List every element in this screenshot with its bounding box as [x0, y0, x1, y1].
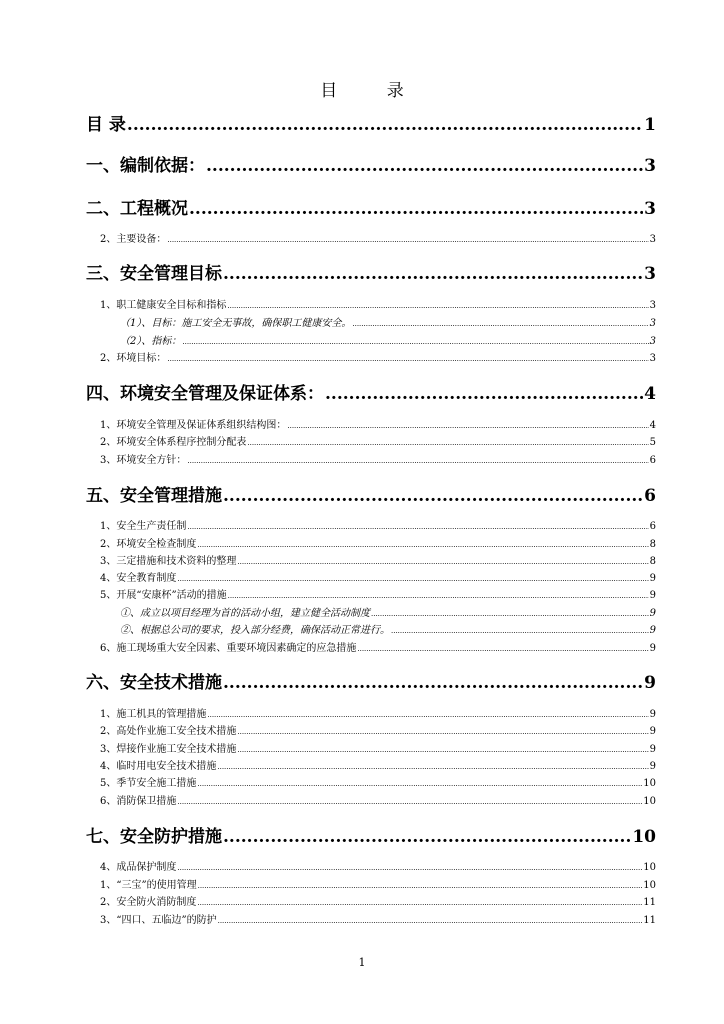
toc-entry[interactable] [100, 876, 656, 891]
toc-entry-label: 5、季节安全施工措施 [100, 778, 197, 789]
dot-leader [325, 384, 643, 404]
toc-entry-label: 4、安全教育制度 [100, 573, 177, 584]
toc-entry-label: 1、“三宝”的使用管理 [100, 880, 197, 891]
toc-entry-page: 3 [649, 318, 656, 329]
page-number: 1 [358, 956, 366, 969]
toc-entry-label: 三、安全管理目标 [86, 264, 222, 284]
dot-leader [127, 115, 643, 135]
toc-entry-page: 3 [649, 353, 656, 364]
toc-entry-page: 10 [643, 880, 656, 891]
toc-entry-label: ①、成立以项目经理为首的活动小组，建立健全活动制度 [120, 608, 370, 619]
dot-leader [197, 778, 642, 789]
toc-entry-page: 9 [649, 761, 656, 772]
toc-entry-page: 4 [644, 384, 656, 404]
dot-leader [182, 336, 648, 347]
toc-entry-label: 1、安全生产责任制 [100, 521, 187, 532]
dot-leader [177, 862, 642, 873]
toc-entry[interactable] [100, 705, 656, 720]
toc-entry-label: 一、编制依据： [86, 156, 205, 176]
toc-entry-page: 11 [643, 915, 656, 926]
dot-leader [198, 880, 643, 891]
dot-leader [207, 709, 648, 720]
dot-leader [237, 726, 648, 737]
dot-leader [177, 796, 642, 807]
toc-entry-label: 目 录 [86, 115, 126, 135]
toc-entry-label: 七、安全防护措施 [86, 827, 222, 847]
toc-entry[interactable] [86, 822, 656, 847]
toc-entry-page: 10 [643, 796, 656, 807]
toc-entry-label: 3、三定措施和技术资料的整理 [100, 556, 237, 567]
toc-entry-page: 9 [649, 625, 656, 636]
toc-entry[interactable] [120, 621, 656, 636]
toc-entry[interactable] [100, 893, 656, 908]
toc-entry-label: 3、环境安全方针： [100, 455, 187, 466]
dot-leader [228, 590, 649, 601]
toc-entry[interactable] [100, 586, 656, 601]
toc-entry-page: 9 [649, 744, 656, 755]
dot-leader [357, 643, 648, 654]
toc-entry-label: 1、施工机具的管理措施 [100, 709, 207, 720]
toc-entry-label: 4、临时用电安全技术措施 [100, 761, 217, 772]
toc-entry-page: 10 [643, 862, 656, 873]
dot-leader [247, 437, 648, 448]
toc-entry[interactable] [86, 668, 656, 693]
toc-entry-page: 9 [649, 573, 656, 584]
dot-leader [206, 156, 643, 176]
toc-entry[interactable] [100, 416, 656, 431]
toc-entry[interactable] [100, 740, 656, 755]
toc-entry-label: 六、安全技术措施 [86, 673, 222, 693]
toc-entry-page: 6 [644, 486, 656, 506]
toc-entry[interactable] [100, 433, 656, 448]
dot-leader [177, 573, 648, 584]
dot-leader [237, 556, 648, 567]
toc-entry[interactable] [100, 552, 656, 567]
toc-entry-page: 3 [649, 300, 656, 311]
dot-leader [223, 827, 631, 847]
toc-entry-label: 2、环境安全体系程序控制分配表 [100, 437, 247, 448]
dot-leader [223, 264, 643, 284]
toc-entry-page: 9 [649, 643, 656, 654]
toc-entry-label: 4、成品保护制度 [100, 862, 177, 873]
dot-leader [189, 199, 643, 219]
toc-entry-label: 四、环境安全管理及保证体系： [86, 384, 324, 404]
toc-entry[interactable] [100, 569, 656, 584]
toc-entry-label: 2、高处作业施工安全技术措施 [100, 726, 237, 737]
toc-entry[interactable] [120, 314, 656, 329]
dot-leader [218, 915, 643, 926]
toc-entry[interactable] [120, 332, 656, 347]
dot-leader [352, 318, 648, 329]
toc-entry-page: 9 [649, 709, 656, 720]
toc-entry-page: 8 [649, 556, 656, 567]
toc-entry-label: 3、“四口、五临边”的防护 [100, 915, 217, 926]
toc-entry-label: 2、安全防火消防制度 [100, 897, 197, 908]
toc-entry-page: 9 [649, 590, 656, 601]
toc-entry-label: （2）、指标： [120, 336, 182, 347]
toc-entry-label: ②、根据总公司的要求，投入部分经费，确保活动正常进行。 [120, 625, 390, 636]
toc-entry[interactable] [86, 379, 656, 404]
page-title: 目 录 [320, 81, 426, 101]
dot-leader [287, 420, 648, 431]
toc-entry-page: 3 [644, 199, 656, 219]
toc-entry[interactable] [86, 194, 656, 219]
toc-entry-page: 9 [649, 608, 656, 619]
toc-entry-label: 6、施工现场重大安全因素、重要环境因素确定的应急措施 [100, 643, 357, 654]
toc-entry-page: 10 [632, 827, 656, 847]
toc-entry[interactable] [100, 517, 656, 532]
toc-entry-page: 10 [643, 778, 656, 789]
toc-entry-page: 9 [649, 726, 656, 737]
toc-entry-page: 6 [649, 455, 656, 466]
toc-entry-label: 2、环境安全检查制度 [100, 539, 197, 550]
toc-entry-page: 11 [643, 897, 656, 908]
toc-entry[interactable] [100, 858, 656, 873]
toc-entry[interactable] [100, 349, 656, 364]
dot-leader [167, 353, 648, 364]
dot-leader [167, 234, 648, 245]
toc-entry-label: 6、消防保卫措施 [100, 796, 177, 807]
toc-entry[interactable] [100, 757, 656, 772]
toc-entry-page: 3 [649, 336, 656, 347]
dot-leader [187, 521, 648, 532]
toc-entry-page: 4 [649, 420, 656, 431]
dot-leader [391, 625, 649, 636]
toc-entry[interactable] [100, 230, 656, 245]
toc-entry-page: 5 [649, 437, 656, 448]
toc-entry-page: 8 [649, 539, 656, 550]
toc-entry-page: 3 [649, 234, 656, 245]
toc-entry-label: 3、焊接作业施工安全技术措施 [100, 744, 237, 755]
toc-entry[interactable] [100, 451, 656, 466]
dot-leader [371, 608, 649, 619]
toc-entry-page: 9 [644, 673, 656, 693]
toc-entry[interactable] [100, 774, 656, 789]
toc-entry[interactable] [86, 151, 656, 176]
toc-entry[interactable] [86, 481, 656, 506]
toc-entry-label: 五、安全管理措施 [86, 486, 222, 506]
dot-leader [197, 539, 648, 550]
dot-leader [223, 486, 643, 506]
toc-entry[interactable] [100, 722, 656, 737]
toc-entry-page: 3 [644, 156, 656, 176]
toc-entry-label: 1、环境安全管理及保证体系组织结构图： [100, 420, 287, 431]
toc-entry[interactable] [120, 604, 656, 619]
toc-entry[interactable] [100, 296, 656, 311]
toc-entry-label: （1）、目标：施工安全无事故，确保职工健康安全。 [120, 318, 352, 329]
toc-entry[interactable] [100, 911, 656, 926]
toc-entry-label: 二、工程概况 [86, 199, 188, 219]
toc-entry[interactable] [100, 639, 656, 654]
toc-entry[interactable] [100, 792, 656, 807]
toc-entry-label: 5、开展“安康杯”活动的措施 [100, 590, 227, 601]
toc-entry-page: 3 [644, 264, 656, 284]
toc-entry-label: 2、环境目标： [100, 353, 167, 364]
dot-leader [223, 673, 643, 693]
dot-leader [227, 300, 648, 311]
toc-entry[interactable] [100, 535, 656, 550]
toc-entry-page: 1 [644, 115, 656, 135]
toc-entry-label: 1、职工健康安全目标和指标 [100, 300, 227, 311]
toc-entry-page: 6 [649, 521, 656, 532]
toc-entry[interactable] [86, 259, 656, 284]
dot-leader [197, 897, 642, 908]
dot-leader [187, 455, 648, 466]
toc-entry-label: 2、主要设备： [100, 234, 167, 245]
toc-entry[interactable] [86, 110, 656, 135]
dot-leader [217, 761, 648, 772]
dot-leader [237, 744, 648, 755]
